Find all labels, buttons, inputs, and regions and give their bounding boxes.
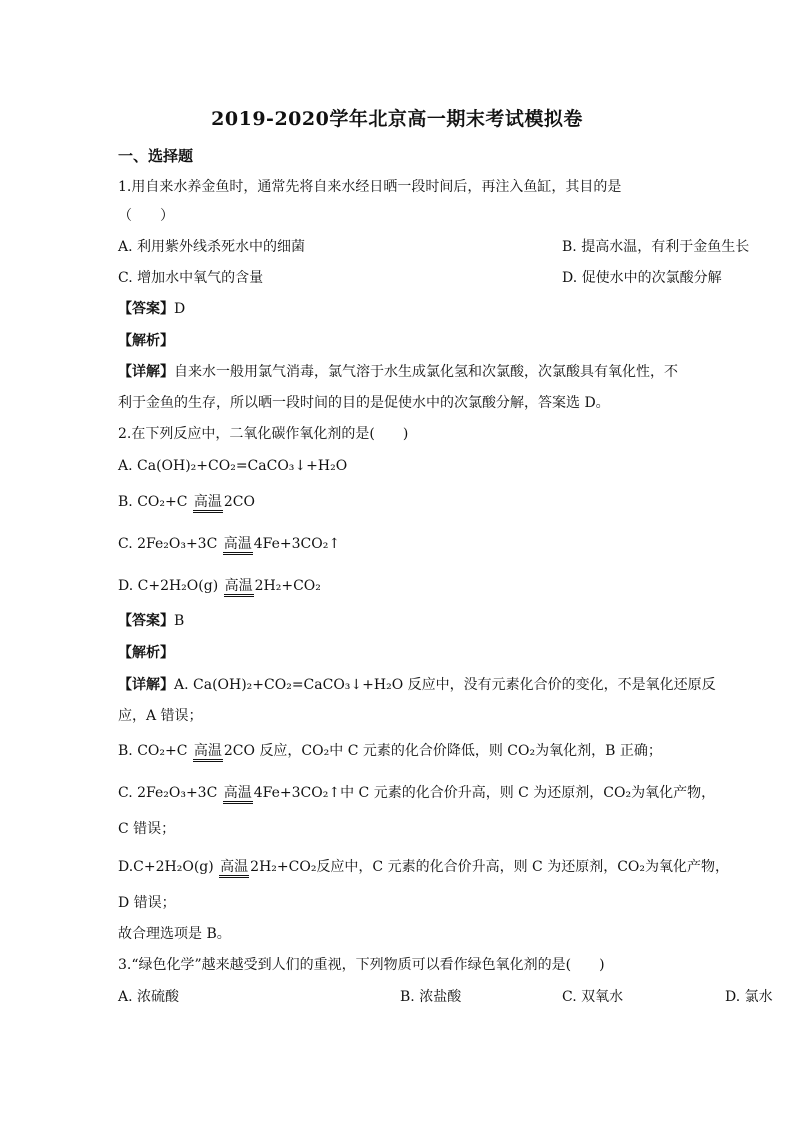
- page-title: 2019-2020学年北京高一期末考试模拟卷: [211, 108, 583, 130]
- q3-option-c: C. 双氧水: [562, 989, 624, 1005]
- q2-detail-b: B. CO₂+C 高温 2CO 反应，CO₂中 C 元素的化合价降低，则 CO₂为氧化剂，B 正确；: [118, 743, 662, 759]
- q1-answer: [118, 299, 185, 319]
- q2-detail-c-line-2: C 错误；: [118, 821, 176, 837]
- q1-option-b: B. 提高水温，有利于金鱼生长: [562, 239, 750, 255]
- q2-option-d: D. C+2H₂O(g) 高温 2H₂+CO₂: [118, 578, 321, 594]
- q1-detail-text-1: 自来水一般用氯气消毒，氯气溶于水生成氯化氢和次氯酸，次氯酸具有氧化性，不: [174, 364, 678, 380]
- detail-tag: 【详解】: [118, 677, 174, 693]
- q2-detail-a-line-2: 应，A 错误；: [118, 708, 203, 724]
- q2-detail-c-line-1: C. 2Fe₂O₃+3C 高温 4Fe+3CO₂↑中 C 元素的化合价升高，则 C 为还原剂，CO₂为氧化产物，: [118, 785, 716, 801]
- answer-tag: 【答案】: [118, 613, 174, 629]
- q1-detail-line-2: 利于金鱼的生存，所以晒一段时间的目的是促使水中的次氯酸分解，答案选 D。: [118, 395, 610, 411]
- q3-options-row: [118, 987, 773, 1007]
- analysis-tag: 【解析】: [118, 645, 174, 661]
- q2-detail-a-line-1: 【详解】A. Ca(OH)₂+CO₂=CaCO₃↓+H₂O 反应中，没有元素化合价的变化，不是氧化还原反: [118, 677, 716, 693]
- condition-high-temp: 高温: [193, 494, 222, 510]
- q2-detail-d-line-2: D 错误；: [118, 895, 176, 911]
- q1-options-row-2: [118, 268, 722, 288]
- condition-high-temp: 高温: [223, 536, 252, 552]
- q1-option-a: A. 利用紫外线杀死水中的细菌: [118, 239, 306, 255]
- condition-high-temp: 高温: [193, 743, 222, 759]
- q2-option-b: B. CO₂+C 高温 2CO: [118, 494, 255, 510]
- q1-analysis: [118, 331, 174, 351]
- q1-options-row-1: [118, 237, 750, 257]
- q1-blank: （ ）: [118, 208, 174, 224]
- q1-option-d: D. 促使水中的次氯酸分解: [562, 270, 722, 286]
- q1-stem: 1.用自来水养金鱼时，通常先将自来水经日晒一段时间后，再注入鱼缸，其目的是: [118, 179, 622, 195]
- q3-stem: 3.“绿色化学”越来越受到人们的重视，下列物质可以看作绿色氧化剂的是( ): [118, 957, 605, 973]
- condition-high-temp: 高温: [220, 859, 249, 875]
- detail-tag: 【详解】: [118, 364, 174, 380]
- q3-option-a: A. 浓硫酸: [118, 989, 180, 1005]
- section-heading: 一、选择题: [118, 147, 194, 165]
- condition-high-temp: 高温: [224, 578, 253, 594]
- q1-detail-line-1: [118, 362, 678, 382]
- q2-answer-value: B: [174, 613, 185, 629]
- q2-conclusion: 故合理选项是 B。: [118, 926, 231, 942]
- condition-high-temp: 高温: [223, 785, 252, 801]
- q1-answer-value: D: [174, 301, 186, 317]
- answer-tag: 【答案】: [118, 301, 174, 317]
- q2-answer: [118, 611, 184, 631]
- q2-analysis: [118, 643, 174, 663]
- q2-option-a: A. Ca(OH)₂+CO₂=CaCO₃↓+H₂O: [118, 458, 348, 474]
- q3-option-d: D. 氯水: [725, 989, 773, 1005]
- q2-stem: 2.在下列反应中，二氧化碳作氧化剂的是( ): [118, 426, 409, 442]
- analysis-tag: 【解析】: [118, 333, 174, 349]
- q3-option-b: B. 浓盐酸: [400, 989, 462, 1005]
- q2-detail-d-line-1: D.C+2H₂O(g) 高温 2H₂+CO₂反应中，C 元素的化合价升高，则 C 为还原剂，CO₂为氧化产物，: [118, 859, 730, 875]
- q1-option-c: C. 增加水中氧气的含量: [118, 270, 264, 286]
- q2-option-c: C. 2Fe₂O₃+3C 高温 4Fe+3CO₂↑: [118, 536, 341, 552]
